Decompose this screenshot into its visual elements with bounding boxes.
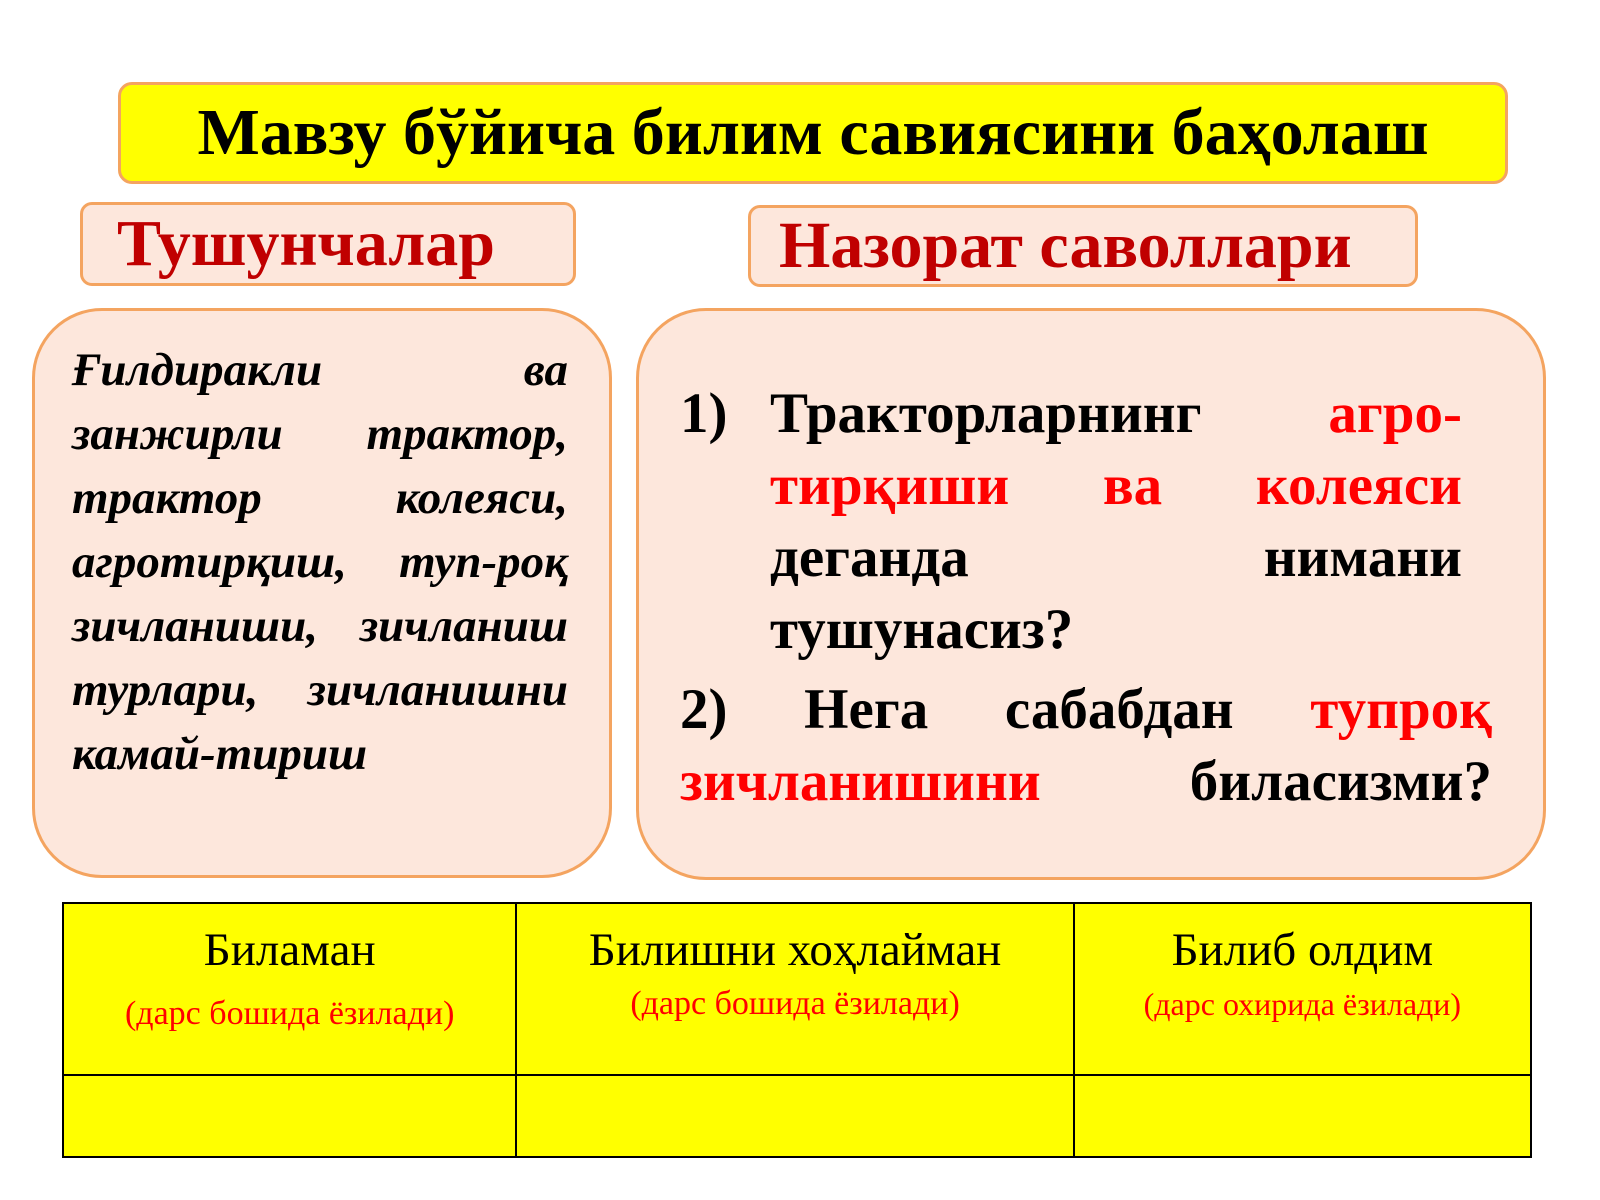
kwl-entry-row	[63, 1075, 1531, 1157]
kwl-want-cell[interactable]	[516, 1075, 1073, 1157]
slide-title: Мавзу бўйича билим савиясини баҳолаш	[197, 96, 1429, 169]
kwl-know-label: Биламан	[203, 924, 376, 976]
kwl-know-note: (дарс бошида ёзилади)	[124, 995, 455, 1032]
question-2-number: 2)	[680, 678, 728, 741]
question-2-highlight: тупроқ зичланишини	[680, 678, 1492, 813]
question-1-part3: деганда нимани тушунасиз?	[770, 526, 1462, 661]
concepts-header-box	[80, 202, 576, 286]
questions-header: Назорат саволлари	[779, 209, 1352, 282]
question-2-part1: Нега сабабдан	[727, 678, 1311, 741]
kwl-want-label: Билишни хоҳлайман	[588, 924, 1002, 976]
questions-header-box	[748, 205, 1418, 287]
kwl-column-learned	[1074, 903, 1531, 1075]
question-1-text	[770, 378, 1462, 666]
question-1-number: 1)	[680, 382, 728, 445]
question-1-highlight: агро-тирқиши ва колеяси	[770, 382, 1462, 517]
kwl-learned-label: Билиб олдим	[1171, 924, 1434, 976]
kwl-know-cell[interactable]	[63, 1075, 516, 1157]
title-banner	[118, 82, 1508, 184]
kwl-want-note: (дарс бошида ёзилади)	[630, 985, 960, 1022]
kwl-column-want	[516, 903, 1073, 1075]
question-2	[680, 674, 1492, 818]
kwl-column-know	[63, 903, 516, 1075]
concepts-text: Ғилдиракли ва занжирли трактор, трактор колеяси, агротирқиш, туп-роқ зичланиши, зичланиш турлари, зичланишни камай-тириш	[72, 344, 568, 780]
kwl-learned-cell[interactable]	[1074, 1075, 1531, 1157]
question-1-part1: Тракторларнинг	[770, 382, 1329, 445]
concepts-header: Тушунчалар	[117, 207, 496, 280]
kwl-table	[62, 902, 1532, 1158]
question-2-part3: биласизми?	[1040, 750, 1492, 813]
kwl-learned-note: (дарс охирида ёзилади)	[1143, 986, 1462, 1022]
kwl-header-row	[63, 903, 1531, 1075]
